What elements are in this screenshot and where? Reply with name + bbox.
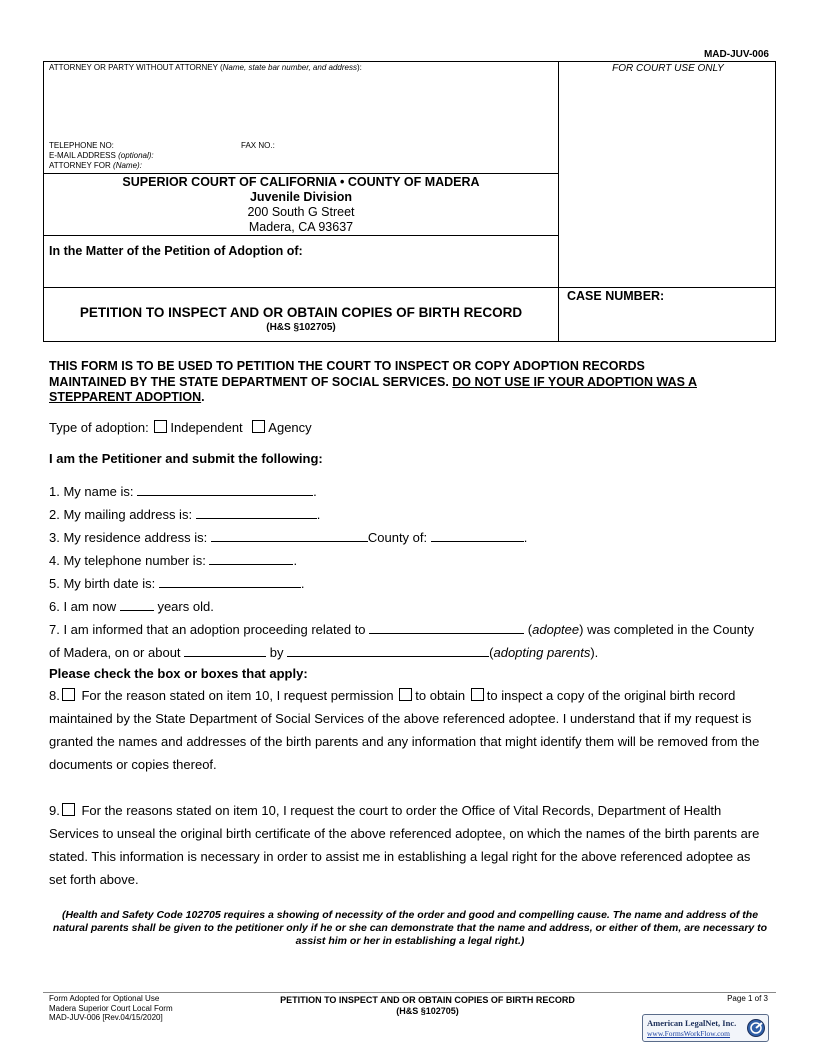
check-heading: Please check the box or boxes that apply: xyxy=(49,666,308,681)
footer-title xyxy=(240,995,615,1017)
item-6 xyxy=(49,597,214,614)
item-7-line1: 7. I am informed that an adoption proceeding related to (adoptee) was completed in the County xyxy=(49,622,755,637)
logo-name: American LegalNet, Inc. xyxy=(647,1018,737,1028)
adopting-parents-field[interactable] xyxy=(287,643,489,657)
item-2-label: 2. My mailing address is: xyxy=(49,507,193,522)
name-field[interactable] xyxy=(137,482,313,496)
mailing-address-field[interactable] xyxy=(196,505,317,519)
item-4-label: 4. My telephone number is: xyxy=(49,553,206,568)
birth-date-field[interactable] xyxy=(159,574,301,588)
item-2: 2. My mailing address is: . xyxy=(49,507,321,522)
court-city: Madera, CA 93637 xyxy=(248,220,354,234)
footer-title-text: PETITION TO INSPECT AND OR OBTAIN COPIES OF BIRTH RECORD xyxy=(280,995,575,1005)
instructions-line2-start: MAINTAINED BY THE STATE DEPARTMENT OF SOCIAL SERVICES. xyxy=(49,374,453,389)
item-3: 3. My residence address is: County of: . xyxy=(49,530,528,545)
form-number: MAD-JUV-006 xyxy=(703,49,769,60)
case-number-label: CASE NUMBER: xyxy=(567,289,665,303)
item-5-label: 5. My birth date is: xyxy=(49,576,156,591)
item-8 xyxy=(49,684,771,776)
attorney-label-italic: Name, state bar number, and address xyxy=(222,63,357,72)
court-box xyxy=(43,173,559,236)
item-8-rest: maintained by the State Department of Social Services of the above referenced adoptee. I understand that if my request is granted the names and addresses of the birth parents and any information that might identify them will be removed from the documents or copies thereof. xyxy=(49,711,760,772)
obtain-checkbox[interactable] xyxy=(399,688,412,701)
instructions-line3-end: . xyxy=(201,390,205,404)
telephone-label: TELEPHONE NO: xyxy=(49,141,114,150)
inspect-checkbox[interactable] xyxy=(471,688,484,701)
agency-checkbox[interactable] xyxy=(252,420,265,433)
adoptee-field[interactable] xyxy=(369,620,524,634)
court-use-label: FOR COURT USE ONLY xyxy=(612,63,724,74)
court-division: Juvenile Division xyxy=(249,190,353,204)
item-9-rest: Services to unseal the original birth certificate of the above referenced adoptee, on which the names of the birth parents are stated. This information is necessary in order to assist me in establishing a legal right for the above referenced adoptee as set forth above. xyxy=(49,826,760,887)
item-7-line2-end: ). xyxy=(590,645,599,660)
adoption-type-row xyxy=(49,420,312,435)
attorney-label-end: ): xyxy=(356,63,362,72)
item-8-checkbox[interactable] xyxy=(62,688,75,701)
logo-url: www.FormsWorkFlow.com xyxy=(647,1029,731,1038)
footer-left-2: Madera Superior Court Local Form xyxy=(49,1003,173,1013)
item-1: 1. My name is: . xyxy=(49,484,317,499)
item-9-number: 9. xyxy=(49,803,60,818)
adopting-parents-label: adopting parents xyxy=(493,645,591,660)
instructions-line3-underlined: STEPPARENT ADOPTION xyxy=(49,390,202,404)
attorney-for-label xyxy=(49,161,142,171)
instructions-line2 xyxy=(49,375,771,391)
court-name: SUPERIOR COURT OF CALIFORNIA • COUNTY OF MADERA xyxy=(122,175,480,189)
adoption-date-field[interactable] xyxy=(184,643,266,657)
obtain-label: to obtain xyxy=(415,688,466,703)
footer-left xyxy=(49,994,173,1023)
page-number: Page 1 of 3 xyxy=(727,994,768,1003)
independent-checkbox[interactable] xyxy=(154,420,167,433)
item-9-checkbox[interactable] xyxy=(62,803,75,816)
matter-label: In the Matter of the Petition of Adoption of: xyxy=(49,244,303,258)
attorney-label-text: ATTORNEY OR PARTY WITHOUT ATTORNEY ( xyxy=(49,63,223,72)
petitioner-heading: I am the Petitioner and submit the following: xyxy=(49,451,323,466)
court-street: 200 South G Street xyxy=(247,205,355,219)
telephone-field[interactable] xyxy=(209,551,293,565)
instructions xyxy=(49,359,771,406)
email-label xyxy=(49,151,154,161)
instructions-line1: THIS FORM IS TO BE USED TO PETITION THE COURT TO INSPECT OR COPY ADOPTION RECORDS xyxy=(49,359,645,373)
attorney-box xyxy=(43,61,559,174)
item-1-label: 1. My name is: xyxy=(49,484,134,499)
item-3-label: 3. My residence address is: xyxy=(49,530,208,545)
age-field[interactable] xyxy=(120,597,154,611)
item-4: 4. My telephone number is: . xyxy=(49,553,298,568)
independent-label: Independent xyxy=(170,420,243,435)
item-8-number: 8. xyxy=(49,688,60,703)
item-5: 5. My birth date is: . xyxy=(49,576,305,591)
email-optional: (optional): xyxy=(118,151,154,160)
item-8-text: For the reason stated on item 10, I request permission xyxy=(81,688,394,703)
title-box xyxy=(43,287,559,342)
case-number-box xyxy=(558,287,776,342)
item-6-label: 6. I am now xyxy=(49,599,117,614)
county-field[interactable] xyxy=(431,528,524,542)
item-6-end: years old. xyxy=(157,599,214,614)
residence-address-field[interactable] xyxy=(211,528,368,542)
adoption-type-label: Type of adoption: xyxy=(49,420,149,435)
item-9 xyxy=(49,799,771,891)
legal-note: (Health and Safety Code 102705 requires a showing of necessity of the order and good and compelling cause. The name and address of the natural parents shall be given to the petitioner only if he or she can demonstrate that the name and address, or either of them, are necessary to assist him or her in establishing a legal right.) xyxy=(52,909,768,947)
item-7-by: by xyxy=(269,645,284,660)
item-7-label: 7. I am informed that an adoption proceeding related to xyxy=(49,622,366,637)
instructions-line2-underlined: DO NOT USE IF YOUR ADOPTION WAS A xyxy=(452,374,697,389)
footer-left-1: Form Adopted for Optional Use xyxy=(49,994,160,1003)
item-9-text: For the reasons stated on item 10, I request the court to order the Office of Vital Records, Department of Health xyxy=(81,803,722,818)
form-title-code: (H&S §102705) xyxy=(266,322,336,333)
email-label-text: E-MAIL ADDRESS xyxy=(49,151,116,160)
footer-rule xyxy=(43,992,776,993)
matter-box xyxy=(43,235,559,288)
adoptee-label: adoptee xyxy=(532,622,580,637)
fax-label: FAX NO.: xyxy=(241,141,275,150)
attorney-for-text: ATTORNEY FOR xyxy=(49,161,111,170)
instructions-line3 xyxy=(49,390,771,406)
item-7-line2: of Madera, on or about by (adopting parents). xyxy=(49,645,599,660)
form-title: PETITION TO INSPECT AND OR OBTAIN COPIES OF BIRTH RECORD xyxy=(79,305,523,320)
footer-left-3: MAD-JUV-006 [Rev.04/15/2020] xyxy=(49,1013,163,1022)
agency-label: Agency xyxy=(268,420,312,435)
inspect-label: to inspect a copy of the original birth record xyxy=(486,688,736,703)
item-7-end: ) was completed in the County xyxy=(579,622,755,637)
attorney-label xyxy=(49,63,362,73)
county-label: County of: xyxy=(367,530,428,545)
globe-icon xyxy=(746,1018,766,1038)
attorney-for-name: (Name): xyxy=(113,161,142,170)
item-7-line2-label: of Madera, on or about xyxy=(49,645,181,660)
legalnet-logo[interactable] xyxy=(642,1014,769,1042)
court-use-box xyxy=(558,61,776,288)
footer-title-code: (H&S §102705) xyxy=(396,1006,459,1016)
